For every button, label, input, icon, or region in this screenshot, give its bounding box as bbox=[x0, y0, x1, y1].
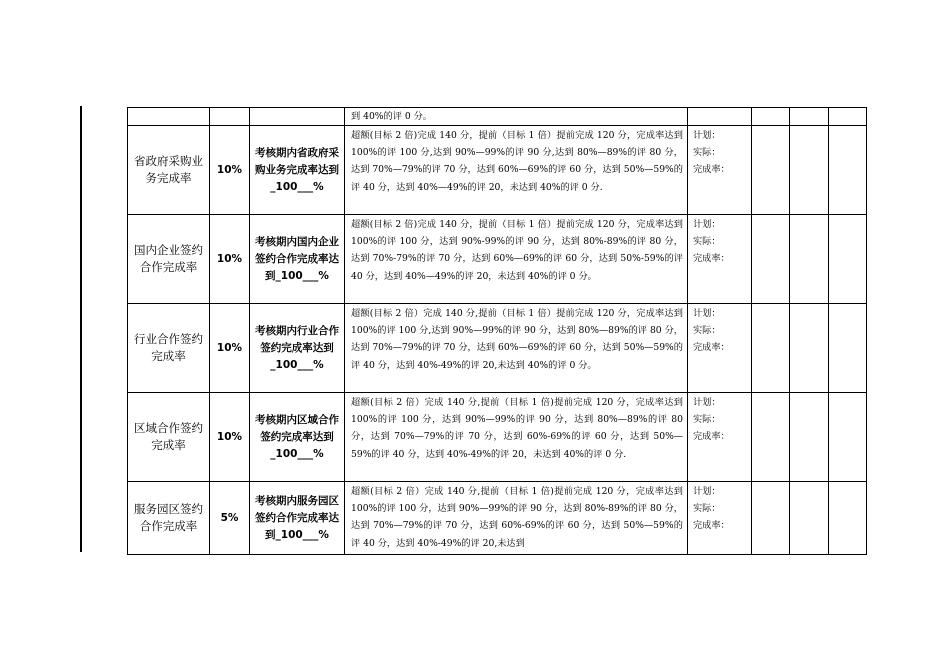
score-cell bbox=[790, 215, 829, 304]
table-row bbox=[128, 126, 867, 215]
score-cell bbox=[829, 304, 867, 393]
cell-empty bbox=[210, 108, 250, 126]
score-cell bbox=[752, 393, 790, 482]
metric-weight: 5% bbox=[210, 482, 250, 555]
scoring-rule: 超额(目标 2 倍)完成 140 分，提前（目标 1 倍）提前完成 120 分，完成率达到 100%的评 100 分，达到 90%-99%的评 90 分，达到 80%-89%的评 80 分，达到 70%-79%的评 70 分，达到 60%—69%的评 60 分，达到 50%-59%的评 40 分，达到 40%—49%的评 20，未达到 40%的评 0 分。 bbox=[345, 215, 688, 304]
score-cell bbox=[829, 393, 867, 482]
score-cell bbox=[790, 482, 829, 555]
metric-target: 考核期内服务园区签约合作完成率达到_100___% bbox=[250, 482, 345, 555]
status-cell bbox=[688, 304, 752, 393]
completion-label: 完成率： bbox=[693, 253, 730, 265]
cell-empty bbox=[250, 108, 345, 126]
metric-name: 行业合作签约完成率 bbox=[128, 304, 210, 393]
metric-weight: 10% bbox=[210, 126, 250, 215]
plan-label: 计划： bbox=[693, 486, 721, 497]
score-cell bbox=[790, 126, 829, 215]
status-cell bbox=[688, 482, 752, 555]
plan-label: 计划： bbox=[693, 130, 721, 141]
actual-label: 实际： bbox=[693, 236, 721, 248]
kpi-assessment-table bbox=[127, 107, 867, 555]
status-cell bbox=[688, 393, 752, 482]
table-row bbox=[128, 482, 867, 555]
table-row bbox=[128, 304, 867, 393]
score-cell bbox=[752, 126, 790, 215]
scoring-rule: 超额(目标 2 倍）完成 140 分,提前（目标 1 倍)提前完成 120 分，完成率达到 100%的评 100 分，达到 90%—99%的评 90 分，达到 80%-89%的评 80 分，达到 70%—79%的评 70 分，达到 60%-69%的评 60 分，达到 50%—59%的评 40 分，达到 40%-49%的评 20,未达到 bbox=[345, 482, 688, 555]
metric-target: 考核期内行业合作签约完成率达到_100___% bbox=[250, 304, 345, 393]
metric-target: 考核期内国内企业签约合作完成率达到_100___% bbox=[250, 215, 345, 304]
cell-empty bbox=[790, 108, 829, 126]
table-row bbox=[128, 393, 867, 482]
table-row bbox=[128, 215, 867, 304]
score-cell bbox=[829, 126, 867, 215]
score-cell bbox=[752, 482, 790, 555]
cell-empty bbox=[752, 108, 790, 126]
score-cell bbox=[790, 393, 829, 482]
scoring-rule: 超额(目标 2 倍）完成 140 分,提前（目标 1 倍)提前完成 120 分，完成率达到 100%的评 100 分，达到 90%—99%的评 90 分，达到 80%—89%的评 80 分，达到 70%—79%的评 70 分，达到 60%-69%的评 60 分，达到 50%—59%的评 40 分，达到 40%-49%的评 20，未达到 40%的评 0 分. bbox=[345, 393, 688, 482]
plan-label: 计划： bbox=[693, 308, 721, 319]
scoring-rule-fragment: 到 40%的评 0 分。 bbox=[345, 108, 688, 126]
metric-target: 考核期内省政府采购业务完成率达到_100___% bbox=[250, 126, 345, 215]
metric-weight: 10% bbox=[210, 393, 250, 482]
actual-label: 实际： bbox=[693, 503, 721, 515]
metric-name: 区域合作签约完成率 bbox=[128, 393, 210, 482]
completion-label: 完成率： bbox=[693, 520, 730, 532]
score-cell bbox=[752, 215, 790, 304]
plan-label: 计划： bbox=[693, 219, 721, 230]
margin-rule-line bbox=[80, 106, 82, 552]
status-cell bbox=[688, 126, 752, 215]
metric-name: 服务园区签约合作完成率 bbox=[128, 482, 210, 555]
metric-weight: 10% bbox=[210, 304, 250, 393]
cell-empty bbox=[688, 108, 752, 126]
completion-label: 完成率： bbox=[693, 431, 730, 443]
scoring-rule: 超额(目标 2 倍）完成 140 分,提前（目标 1 倍）提前完成 120 分，完成率达到 100%的评 100 分,达到 90%—99%的评 90 分，达到 80%—89%的评 80 分，达到 70%—79%的评 70 分，达到 60%—69%的评 60 分，达到 50%—59%的评 40 分，达到 40%-49%的评 20,未达到 40%的评 0 分。 bbox=[345, 304, 688, 393]
actual-label: 实际： bbox=[693, 325, 721, 337]
metric-target: 考核期内区域合作签约完成率达到_100___% bbox=[250, 393, 345, 482]
completion-label: 完成率： bbox=[693, 164, 730, 176]
actual-label: 实际： bbox=[693, 147, 721, 159]
metric-name: 省政府采购业务完成率 bbox=[128, 126, 210, 215]
score-cell bbox=[790, 304, 829, 393]
score-cell bbox=[752, 304, 790, 393]
cell-empty bbox=[829, 108, 867, 126]
plan-label: 计划： bbox=[693, 397, 721, 408]
status-cell bbox=[688, 215, 752, 304]
cell-empty bbox=[128, 108, 210, 126]
actual-label: 实际： bbox=[693, 414, 721, 426]
score-cell bbox=[829, 482, 867, 555]
metric-weight: 10% bbox=[210, 215, 250, 304]
score-cell bbox=[829, 215, 867, 304]
metric-name: 国内企业签约合作完成率 bbox=[128, 215, 210, 304]
table-row-fragment-top bbox=[128, 108, 867, 126]
completion-label: 完成率： bbox=[693, 342, 730, 354]
scoring-rule: 超额(目标 2 倍)完成 140 分，提前（目标 1 倍）提前完成 120 分，完成率达到 100%的评 100 分,达到 90%—99%的评 90 分,达到 80%—89%的评 80 分，达到 70%—79%的评 70 分，达到 60%—69%的评 60 分，达到 50%—59%的评 40 分，达到 40%—49%的评 20，未达到 40%的评 0 分. bbox=[345, 126, 688, 215]
